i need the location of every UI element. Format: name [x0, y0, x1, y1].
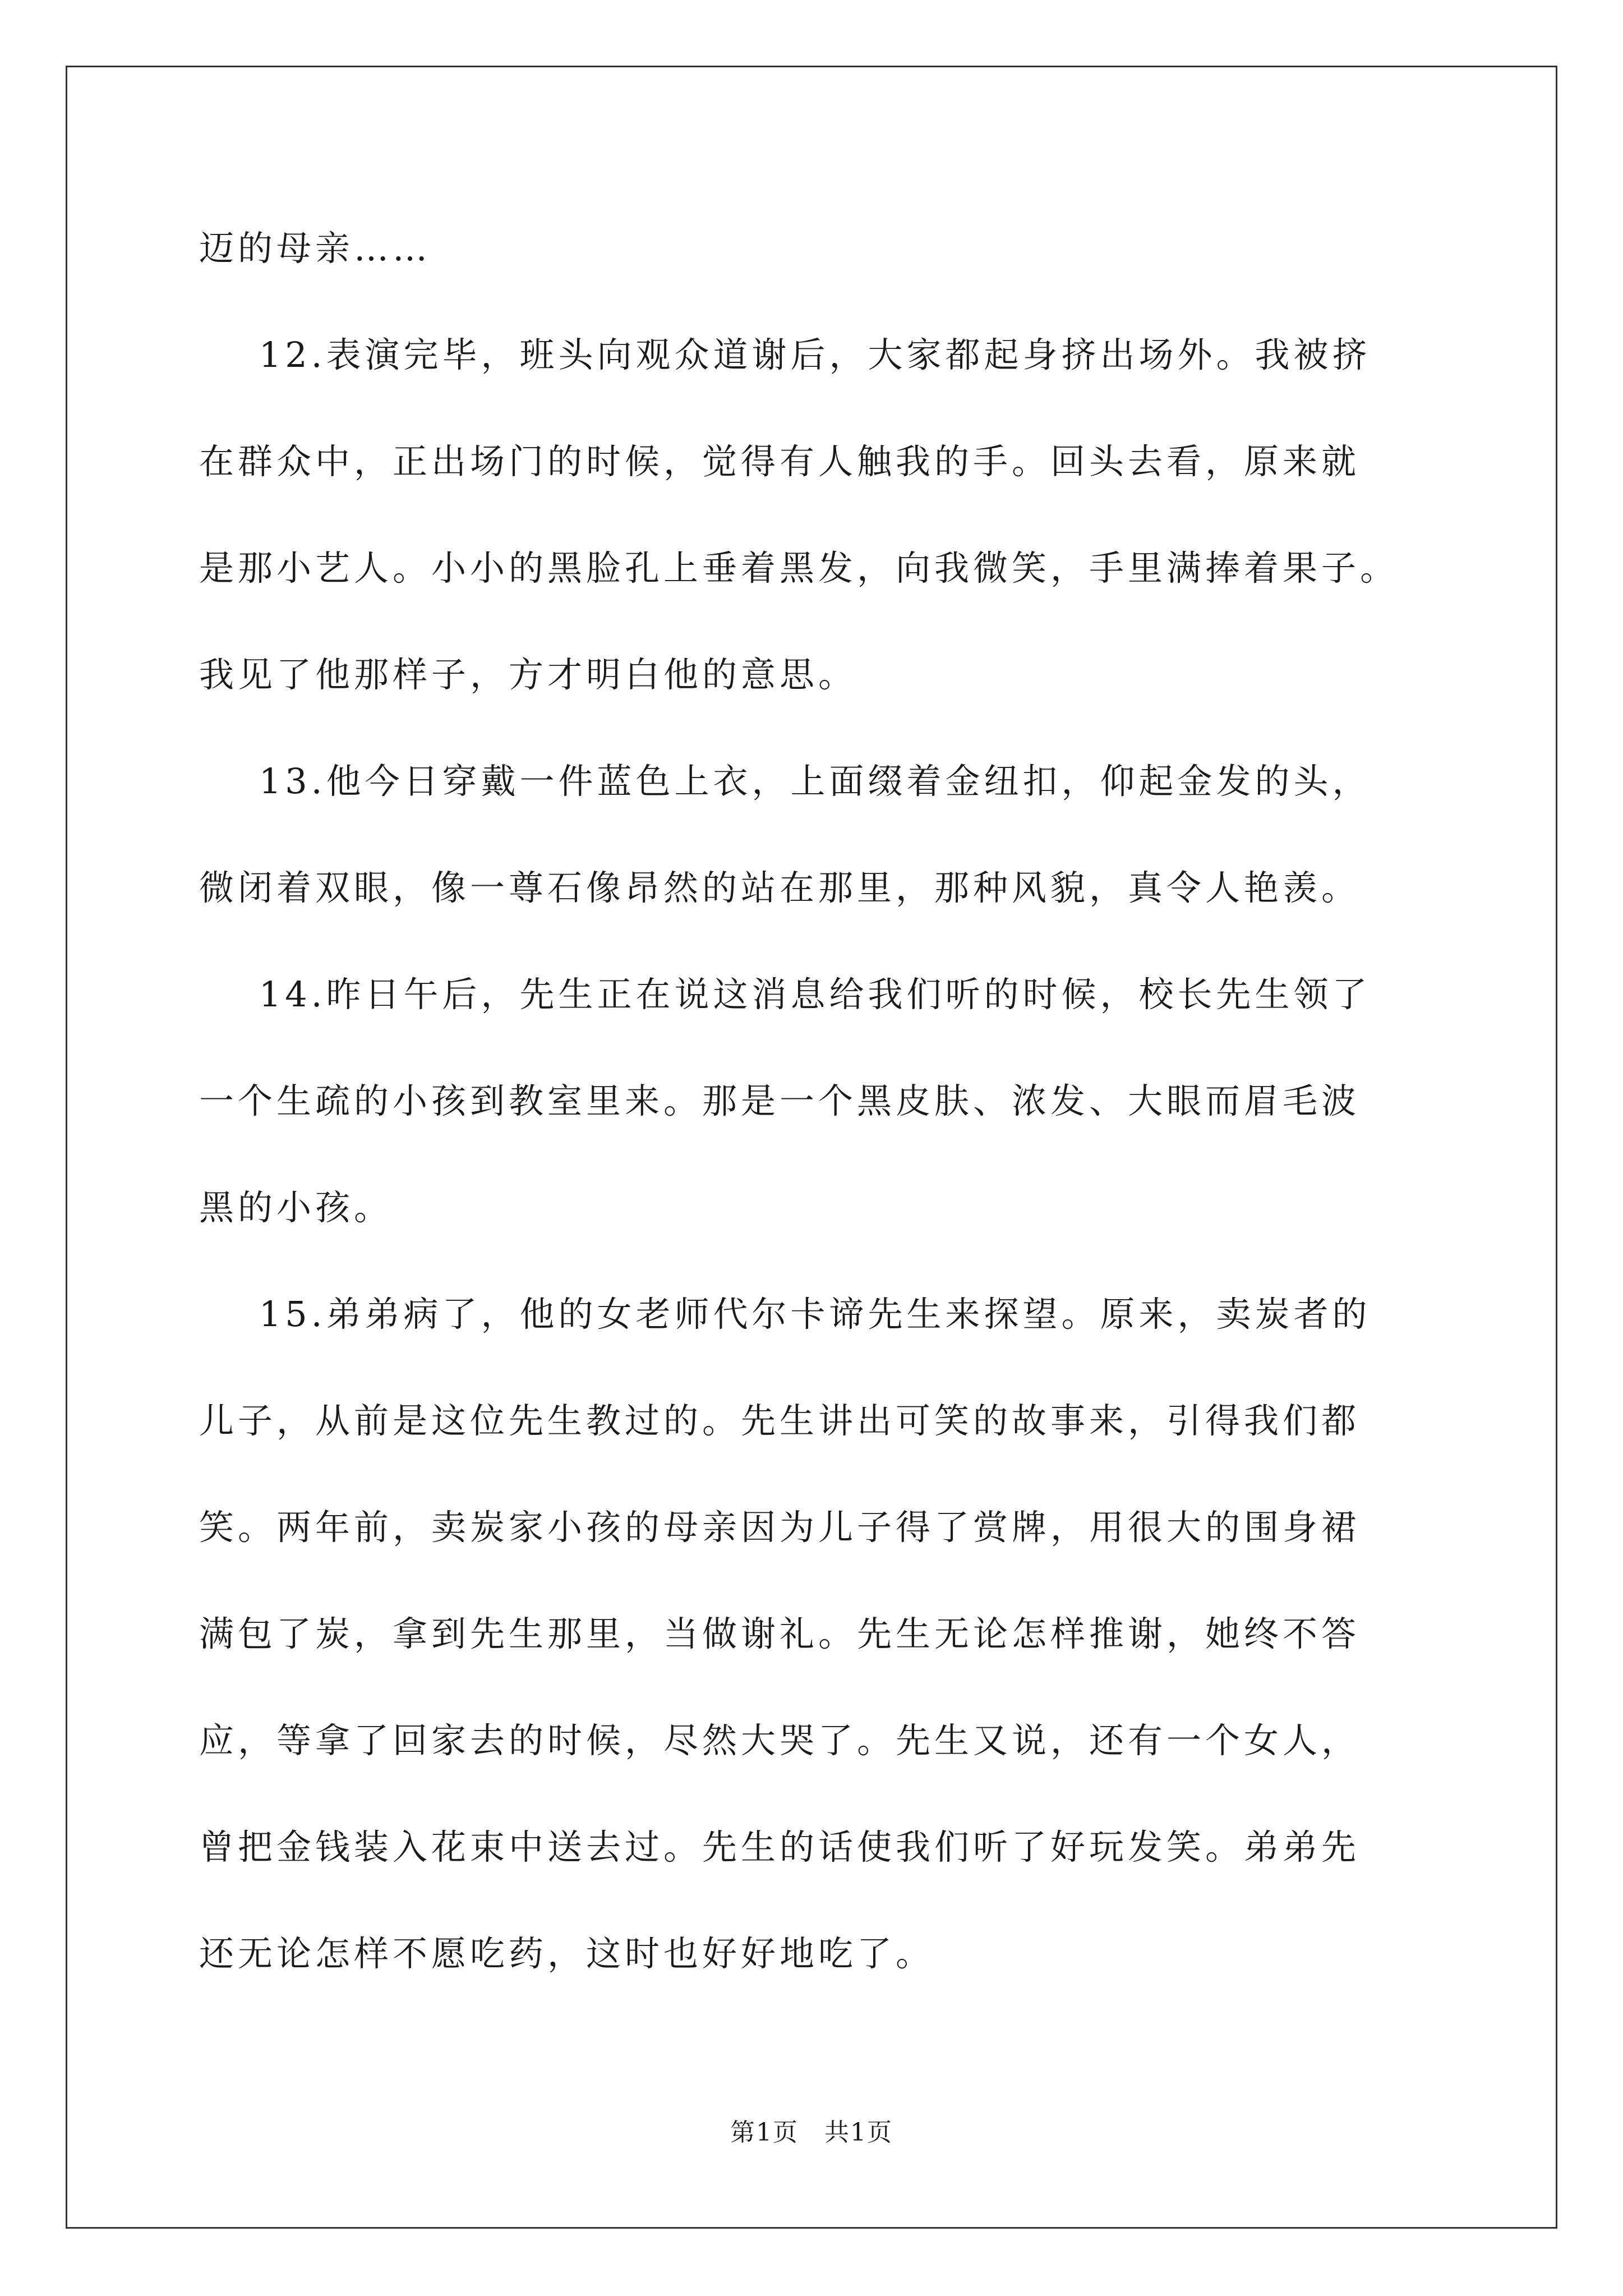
text-line: 儿子，从前是这位先生教过的。先生讲出可笑的故事来，引得我们都 — [199, 1400, 1361, 1441]
paragraph-13 — [199, 728, 1433, 941]
text-line: 曾把金钱装入花束中送去过。先生的话使我们听了好玩发笑。弟弟先 — [199, 1826, 1361, 1867]
text-line: 14.昨日午后，先生正在说这消息给我们听的时候，校长先生领了 — [199, 974, 1371, 1015]
paragraph-14 — [199, 941, 1433, 1261]
text-line: 满包了炭，拿到先生那里，当做谢礼。先生无论怎样推谢，她终不答 — [199, 1613, 1361, 1654]
text-line: 微闭着双眼，像一尊石像昂然的站在那里，那种风貌，真令人艳羡。 — [199, 867, 1361, 908]
text-line: 一个生疏的小孩到教室里来。那是一个黑皮肤、浓发、大眼而眉毛波 — [199, 1080, 1361, 1121]
text-line: 15.弟弟病了，他的女老师代尔卡谛先生来探望。原来，卖炭者的 — [199, 1294, 1371, 1335]
text-line: 在群众中，正出场门的时候，觉得有人触我的手。回头去看，原来就 — [199, 441, 1361, 482]
text-line: 笑。两年前，卖炭家小孩的母亲因为儿子得了赏牌，用很大的围身裙 — [199, 1507, 1361, 1548]
text-line: 是那小艺人。小小的黑脸孔上垂着黑发，向我微笑，手里满捧着果子。 — [199, 547, 1399, 588]
text-line: 黑的小孩。 — [199, 1187, 393, 1228]
page-number-label: 第1页 共1页 — [730, 2118, 893, 2147]
paragraph-15 — [199, 1261, 1433, 2007]
paragraph-12 — [199, 302, 1433, 728]
page-footer — [0, 2112, 1623, 2148]
text-line: 12.表演完毕，班头向观众道谢后，大家都起身挤出场外。我被挤 — [199, 334, 1371, 375]
text-line: 迈的母亲…… — [199, 228, 432, 269]
text-line: 我见了他那样子，方才明白他的意思。 — [199, 654, 857, 695]
document-body — [199, 195, 1433, 2007]
text-line: 还无论怎样不愿吃药，这时也好好地吃了。 — [199, 1933, 935, 1974]
text-line: 应，等拿了回家去的时候，尽然大哭了。先生又说，还有一个女人， — [199, 1720, 1361, 1761]
text-line: 13.他今日穿戴一件蓝色上衣，上面缀着金纽扣，仰起金发的头， — [199, 761, 1371, 802]
paragraph-continuation — [199, 195, 1433, 302]
